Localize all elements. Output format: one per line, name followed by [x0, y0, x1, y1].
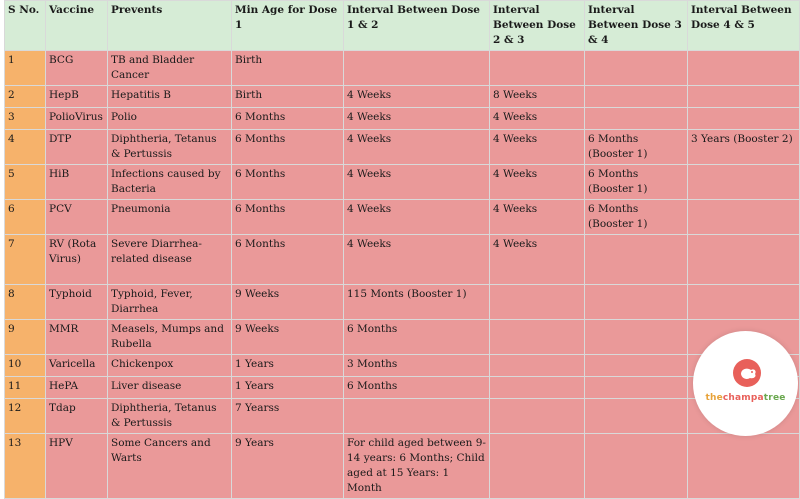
cell-interval-4-5	[688, 108, 800, 130]
cell-prevents: Polio	[108, 108, 232, 130]
header-sno: S No.	[5, 1, 46, 51]
cell-interval-1-2: 4 Weeks	[344, 86, 490, 108]
cell-sno: 1	[5, 51, 46, 86]
cell-interval-4-5	[688, 285, 800, 320]
cell-interval-2-3	[490, 355, 585, 377]
cell-vaccine: HePA	[46, 377, 108, 399]
cell-interval-4-5	[688, 86, 800, 108]
cell-interval-2-3: 4 Weeks	[490, 130, 585, 165]
cell-sno: 12	[5, 399, 46, 434]
cell-interval-3-4	[585, 235, 688, 285]
cell-min-age: Birth	[232, 86, 344, 108]
table-row	[5, 355, 800, 377]
cell-vaccine: RV (Rota Virus)	[46, 235, 108, 285]
cell-sno: 3	[5, 108, 46, 130]
cell-prevents: Measels, Mumps and Rubella	[108, 320, 232, 355]
table-row	[5, 200, 800, 235]
cell-min-age: 9 Weeks	[232, 320, 344, 355]
cell-min-age: 9 Weeks	[232, 285, 344, 320]
cell-interval-3-4	[585, 377, 688, 399]
cell-interval-2-3	[490, 320, 585, 355]
table-row	[5, 434, 800, 499]
table-row	[5, 86, 800, 108]
cell-interval-2-3: 4 Weeks	[490, 200, 585, 235]
cell-min-age: 6 Months	[232, 130, 344, 165]
cell-interval-1-2: 6 Months	[344, 320, 490, 355]
cell-prevents: Hepatitis B	[108, 86, 232, 108]
cell-min-age: Birth	[232, 51, 344, 86]
cell-min-age: 9 Years	[232, 434, 344, 499]
cell-prevents: Diphtheria, Tetanus & Pertussis	[108, 130, 232, 165]
vaccine-schedule-table	[4, 0, 800, 499]
cell-prevents: TB and Bladder Cancer	[108, 51, 232, 86]
tree-icon	[733, 359, 761, 387]
cell-vaccine: PolioVirus	[46, 108, 108, 130]
cell-min-age: 6 Months	[232, 200, 344, 235]
logo-text	[693, 393, 798, 403]
cell-interval-2-3: 4 Weeks	[490, 235, 585, 285]
cell-interval-2-3: 4 Weeks	[490, 108, 585, 130]
cell-interval-2-3	[490, 51, 585, 86]
cell-interval-3-4: 6 Months (Booster 1)	[585, 200, 688, 235]
cell-interval-3-4	[585, 51, 688, 86]
cell-interval-2-3	[490, 285, 585, 320]
cell-interval-2-3	[490, 377, 585, 399]
cell-prevents: Infections caused by Bacteria	[108, 165, 232, 200]
table-row	[5, 285, 800, 320]
cell-vaccine: MMR	[46, 320, 108, 355]
cell-min-age: 6 Months	[232, 235, 344, 285]
cell-interval-3-4	[585, 399, 688, 434]
table-row	[5, 130, 800, 165]
table-row	[5, 235, 800, 285]
table-row	[5, 320, 800, 355]
cell-interval-4-5	[688, 51, 800, 86]
cell-prevents: Some Cancers and Warts	[108, 434, 232, 499]
header-interval-1-2: Interval Between Dose 1 & 2	[344, 1, 490, 51]
cell-interval-3-4	[585, 108, 688, 130]
cell-interval-4-5: 3 Years (Booster 2)	[688, 130, 800, 165]
cell-interval-2-3: 4 Weeks	[490, 165, 585, 200]
header-min-age: Min Age for Dose 1	[232, 1, 344, 51]
table-row	[5, 165, 800, 200]
header-interval-3-4: Interval Between Dose 3 & 4	[585, 1, 688, 51]
cell-vaccine: BCG	[46, 51, 108, 86]
cell-vaccine: HepB	[46, 86, 108, 108]
cell-interval-4-5	[688, 434, 800, 499]
cell-sno: 2	[5, 86, 46, 108]
cell-interval-3-4: 6 Months (Booster 1)	[585, 165, 688, 200]
cell-interval-1-2	[344, 399, 490, 434]
cell-vaccine: Typhoid	[46, 285, 108, 320]
header-interval-2-3: Interval Between Dose 2 & 3	[490, 1, 585, 51]
cell-interval-2-3	[490, 434, 585, 499]
cell-sno: 6	[5, 200, 46, 235]
cell-interval-2-3	[490, 399, 585, 434]
table-row	[5, 51, 800, 86]
cell-min-age: 6 Months	[232, 108, 344, 130]
cell-interval-1-2: 6 Months	[344, 377, 490, 399]
cell-interval-3-4	[585, 320, 688, 355]
cell-interval-1-2: 4 Weeks	[344, 200, 490, 235]
cell-interval-1-2: 3 Months	[344, 355, 490, 377]
cell-min-age: 1 Years	[232, 355, 344, 377]
cell-interval-4-5	[688, 200, 800, 235]
cell-sno: 5	[5, 165, 46, 200]
cell-sno: 4	[5, 130, 46, 165]
header-prevents: Prevents	[108, 1, 232, 51]
cell-vaccine: PCV	[46, 200, 108, 235]
cell-min-age: 1 Years	[232, 377, 344, 399]
header-vaccine: Vaccine	[46, 1, 108, 51]
cell-prevents: Typhoid, Fever, Diarrhea	[108, 285, 232, 320]
cell-interval-1-2	[344, 51, 490, 86]
cell-sno: 8	[5, 285, 46, 320]
cell-prevents: Liver disease	[108, 377, 232, 399]
cell-min-age: 6 Months	[232, 165, 344, 200]
cell-interval-3-4	[585, 285, 688, 320]
cell-interval-3-4	[585, 434, 688, 499]
cell-vaccine: Varicella	[46, 355, 108, 377]
table-header-row	[5, 1, 800, 51]
cell-interval-4-5	[688, 235, 800, 285]
cell-prevents: Severe Diarrhea-related disease	[108, 235, 232, 285]
cell-vaccine: HiB	[46, 165, 108, 200]
table-row	[5, 399, 800, 434]
cell-interval-4-5	[688, 165, 800, 200]
cell-prevents: Pneumonia	[108, 200, 232, 235]
cell-interval-1-2: 115 Monts (Booster 1)	[344, 285, 490, 320]
cell-min-age: 7 Yearss	[232, 399, 344, 434]
logo-text-tree: tree	[763, 393, 786, 403]
cell-sno: 9	[5, 320, 46, 355]
cell-prevents: Chickenpox	[108, 355, 232, 377]
cell-interval-2-3: 8 Weeks	[490, 86, 585, 108]
cell-interval-1-2: 4 Weeks	[344, 108, 490, 130]
cell-interval-1-2: 4 Weeks	[344, 130, 490, 165]
cell-interval-3-4	[585, 355, 688, 377]
cell-prevents: Diphtheria, Tetanus & Pertussis	[108, 399, 232, 434]
table-row	[5, 108, 800, 130]
cell-sno: 13	[5, 434, 46, 499]
logo-text-the: the	[705, 393, 723, 403]
cell-interval-1-2: 4 Weeks	[344, 165, 490, 200]
header-interval-4-5: Interval Between Dose 4 & 5	[688, 1, 800, 51]
cell-vaccine: HPV	[46, 434, 108, 499]
table-row	[5, 377, 800, 399]
cell-vaccine: DTP	[46, 130, 108, 165]
cell-sno: 11	[5, 377, 46, 399]
cell-interval-1-2: 4 Weeks	[344, 235, 490, 285]
cell-interval-1-2: For child aged between 9-14 years: 6 Months; Child aged at 15 Years: 1 Month	[344, 434, 490, 499]
cell-sno: 7	[5, 235, 46, 285]
cell-interval-3-4	[585, 86, 688, 108]
cell-interval-3-4: 6 Months (Booster 1)	[585, 130, 688, 165]
cell-sno: 10	[5, 355, 46, 377]
brand-logo	[693, 331, 798, 436]
cell-vaccine: Tdap	[46, 399, 108, 434]
logo-text-champa: champa	[722, 393, 764, 403]
